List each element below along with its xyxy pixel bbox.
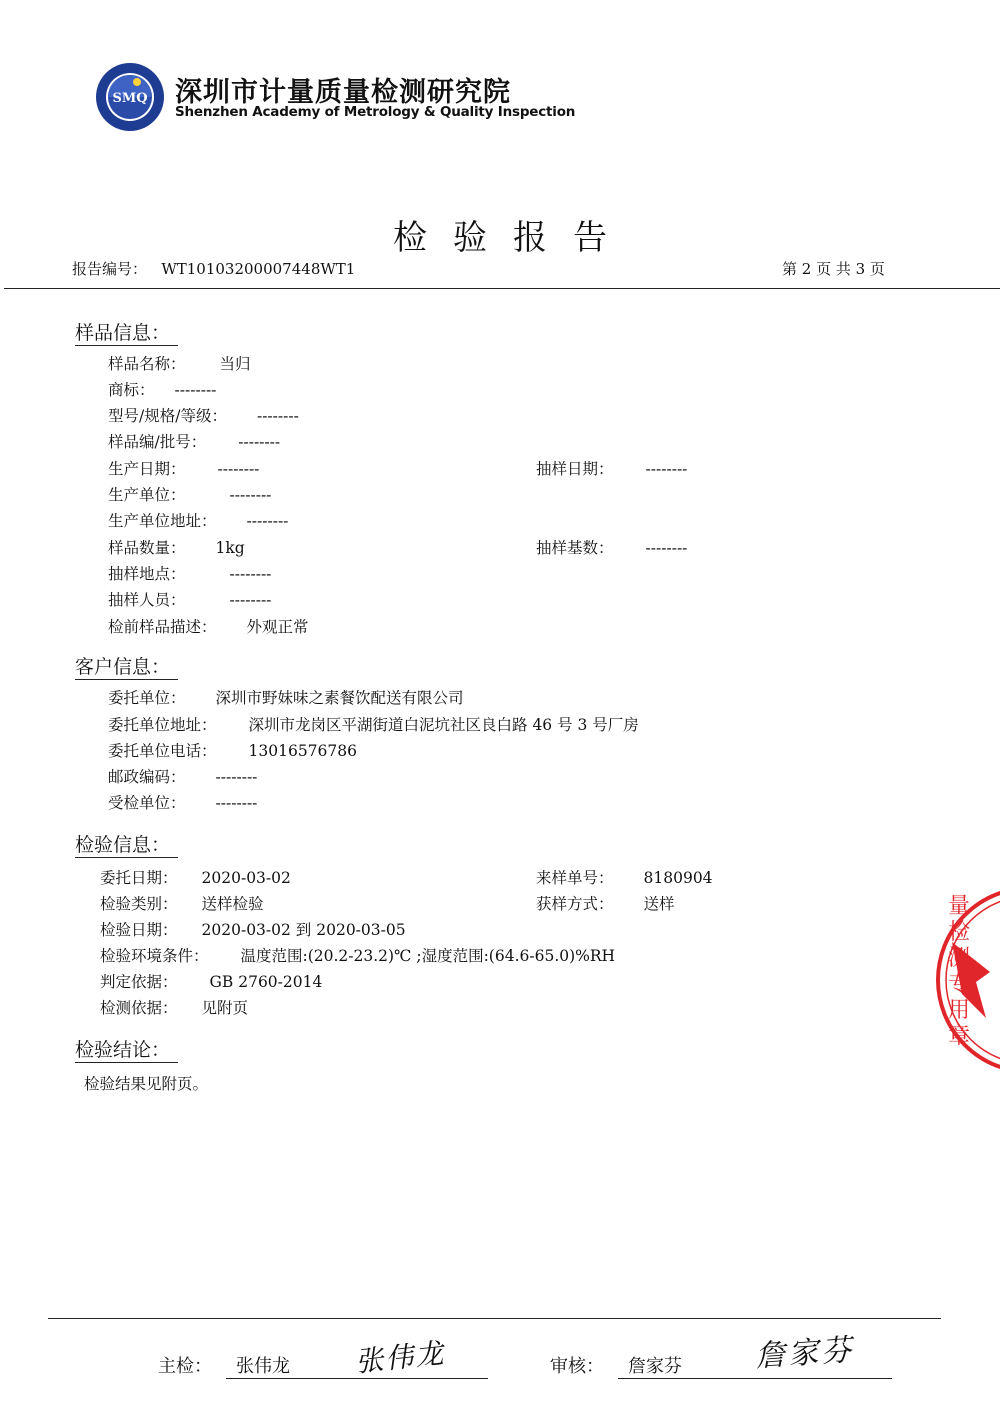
field-sampling-date: 抽样日期： -------- <box>536 460 688 478</box>
field-sampler: 抽样人员： -------- <box>108 591 272 609</box>
logo-text: SMQ <box>112 91 148 106</box>
report-number-value: WT10103200007448WT1 <box>161 260 356 278</box>
inspection-stamp <box>930 880 1000 1080</box>
report-number-label: 报告编号： <box>72 260 148 278</box>
field-test-basis: 检测依据： 见附页 <box>100 999 249 1017</box>
field-client: 委托单位： 深圳市野妹味之素餐饮配送有限公司 <box>108 689 464 707</box>
document-title: 检验报告 <box>393 218 633 258</box>
field-inspected-unit: 受检单位： -------- <box>108 794 258 812</box>
field-production-date: 生产日期： -------- <box>108 460 260 478</box>
section-heading-customer: 客户信息： <box>75 652 178 679</box>
footer-divider <box>48 1318 941 1319</box>
field-sampling-base: 抽样基数： -------- <box>536 539 688 557</box>
reviewer-label: 审核： <box>550 1356 604 1377</box>
field-sample-acquisition: 获样方式： 送样 <box>536 895 675 913</box>
field-inspection-date: 检验日期： 2020-03-02 到 2020-03-05 <box>100 921 406 939</box>
field-sample-order-no: 来样单号： 8180904 <box>536 869 713 887</box>
reviewer-signature: 詹家芬 <box>754 1332 856 1375</box>
inspector-signature: 张伟龙 <box>353 1336 447 1379</box>
field-sample-name: 样品名称： 当归 <box>108 355 251 373</box>
conclusion-text: 检验结果见附页。 <box>84 1075 209 1093</box>
section-heading-inspection: 检验信息： <box>75 830 178 857</box>
field-trademark: 商标： -------- <box>108 381 217 399</box>
field-sample-description: 检前样品描述： 外观正常 <box>108 618 309 636</box>
field-sampling-location: 抽样地点： -------- <box>108 565 272 583</box>
field-commission-date: 委托日期： 2020-03-02 <box>100 869 291 887</box>
section-heading-sample: 样品信息： <box>75 318 178 345</box>
field-producer: 生产单位： -------- <box>108 486 272 504</box>
page-info: 第 2 页 共 3 页 <box>782 260 885 278</box>
stamp-text: 量检测专用章 <box>948 894 971 1049</box>
header-divider <box>4 288 1000 289</box>
inspector-name: 张伟龙 <box>236 1356 290 1377</box>
smq-logo <box>95 62 165 132</box>
field-batch-no: 样品编/批号： -------- <box>108 433 281 451</box>
reviewer-name: 詹家芬 <box>628 1356 682 1377</box>
field-client-address: 委托单位地址： 深圳市龙岗区平湖街道白泥坑社区良白路 46 号 3 号厂房 <box>108 716 639 734</box>
org-name-cn: 深圳市计量质量检测研究院 <box>175 77 511 108</box>
field-judgement-basis: 判定依据： GB 2760-2014 <box>100 973 323 991</box>
field-postcode: 邮政编码： -------- <box>108 768 258 786</box>
field-inspection-type: 检验类别： 送样检验 <box>100 895 264 913</box>
field-environment: 检验环境条件： 温度范围:(20.2-23.2)℃ ;湿度范围:(64.6-65.0)%RH <box>100 947 616 965</box>
section-heading-conclusion: 检验结论： <box>75 1035 178 1062</box>
reviewer-signature-line <box>618 1378 892 1379</box>
org-name-en: Shenzhen Academy of Metrology & Quality Inspection <box>175 104 576 120</box>
field-producer-address: 生产单位地址： -------- <box>108 512 289 530</box>
inspector-signature-line <box>226 1378 488 1379</box>
field-sample-quantity: 样品数量： 1kg <box>108 539 245 557</box>
field-model: 型号/规格/等级： -------- <box>108 407 299 425</box>
report-number <box>72 258 355 279</box>
inspector-label: 主检： <box>158 1356 212 1377</box>
field-client-phone: 委托单位电话： 13016576786 <box>108 742 357 760</box>
